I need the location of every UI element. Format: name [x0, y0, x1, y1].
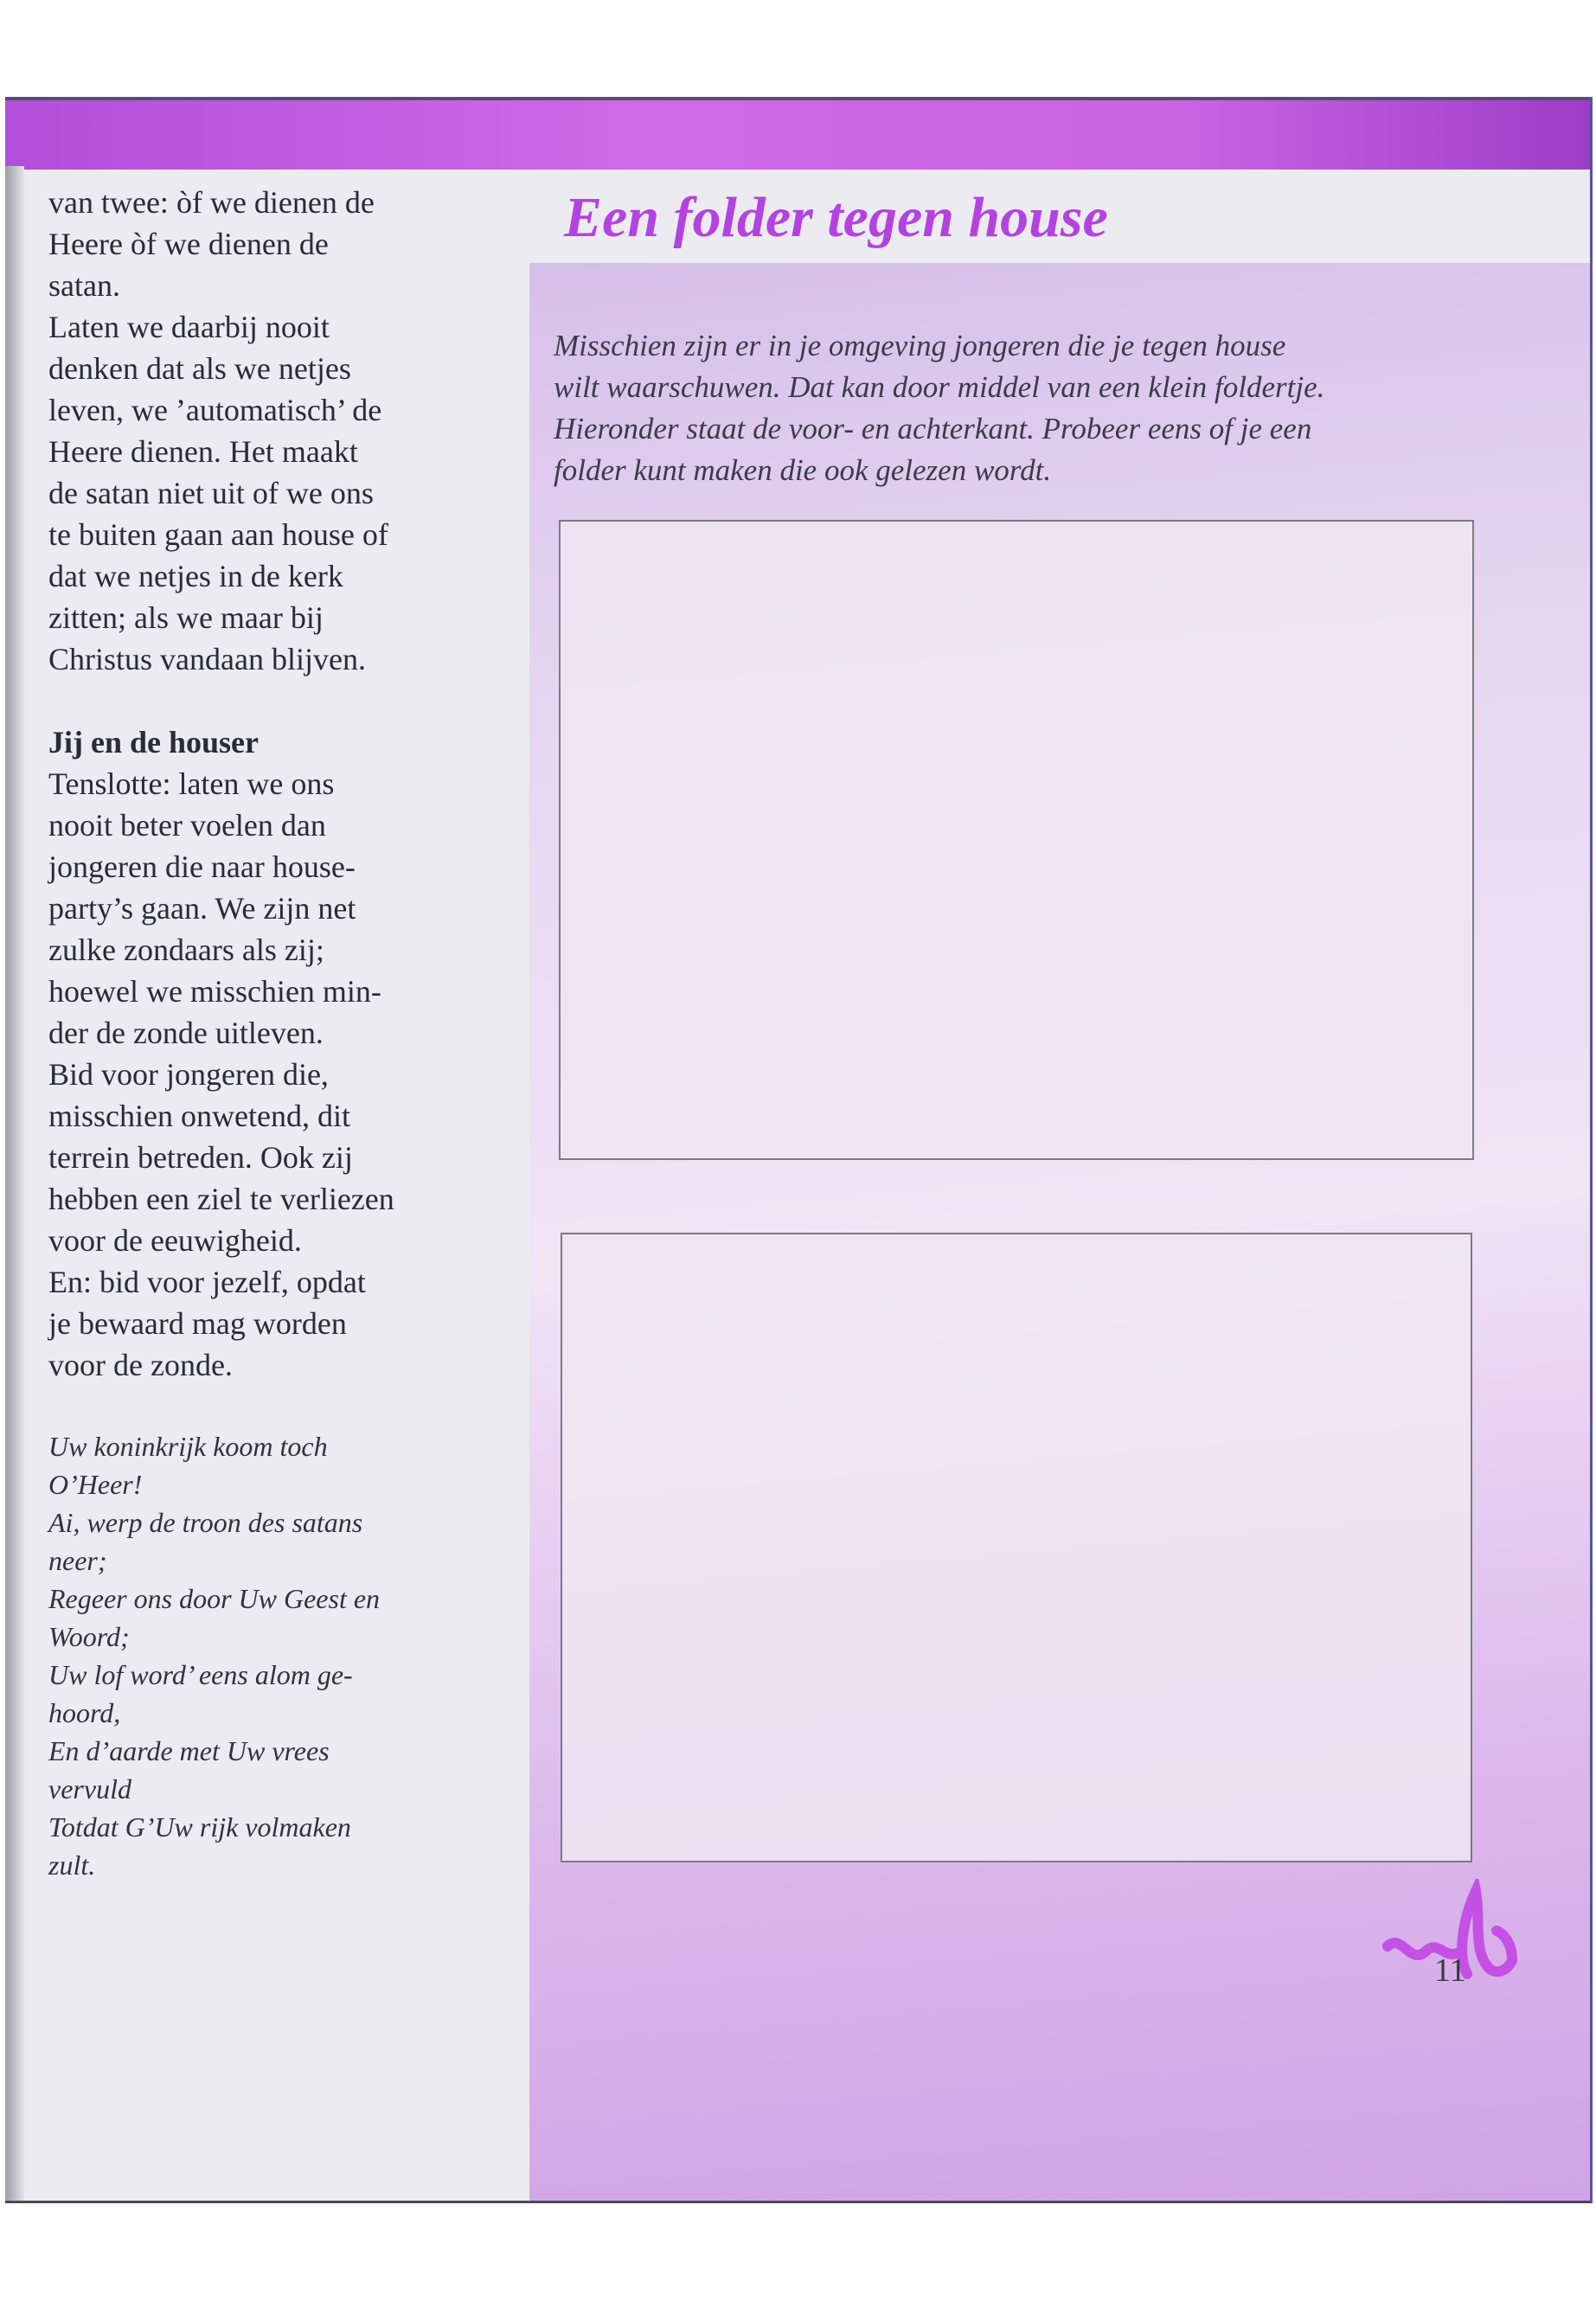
text-line: de satan niet uit of we ons — [48, 476, 374, 510]
text-line: voor de eeuwigheid. — [48, 1223, 302, 1258]
text-line: hoewel we misschien min- — [48, 974, 381, 1009]
text-line: Christus vandaan blijven. — [48, 642, 366, 676]
poem-line: O’Heer! — [48, 1469, 143, 1500]
left-column — [48, 182, 498, 1884]
paragraph-4 — [48, 1054, 498, 1261]
poem-line: Uw lof word’ eens alom ge- — [48, 1659, 353, 1690]
text-line: van twee: òf we dienen de — [48, 185, 375, 220]
spacer — [48, 1386, 498, 1427]
text-line: Tenslotte: laten we ons — [48, 766, 335, 801]
intro-line: Misschien zijn er in je omgeving jongeren die je tegen house — [554, 329, 1286, 362]
text-line: hebben een ziel te verliezen — [48, 1182, 394, 1216]
text-line: Bid voor jongeren die, — [48, 1057, 329, 1092]
poem-line: Ai, werp de troon des satans — [48, 1507, 363, 1538]
text-line: En: bid voor jezelf, opdat — [48, 1265, 366, 1299]
panel-intro — [554, 325, 1497, 491]
text-line: terrein betreden. Ook zij — [48, 1140, 353, 1175]
page-number: 11 — [1434, 1952, 1466, 1989]
text-line: jongeren die naar house- — [48, 849, 356, 884]
folder-back-box — [561, 1233, 1472, 1862]
folder-front-box — [559, 520, 1474, 1160]
binding-shadow — [5, 166, 24, 2201]
paragraph-3 — [48, 763, 498, 1054]
text-line: misschien onwetend, dit — [48, 1099, 350, 1133]
text-line: nooit beter voelen dan — [48, 808, 326, 843]
poem-line: zult. — [48, 1849, 96, 1881]
text-line: te buiten gaan aan house of — [48, 517, 388, 552]
poem — [48, 1427, 498, 1884]
text-line: zitten; als we maar bij — [48, 600, 324, 635]
poem-line: vervuld — [48, 1773, 131, 1804]
text-line: Heere dienen. Het maakt — [48, 434, 358, 469]
intro-line: Hieronder staat de voor- en achterkant. Probeer eens of je een — [554, 412, 1312, 445]
text-line: je bewaard mag worden — [48, 1306, 347, 1341]
text-line: dat we netjes in de kerk — [48, 559, 343, 593]
intro-line: folder kunt maken die ook gelezen wordt. — [554, 453, 1052, 487]
paragraph-2 — [48, 306, 498, 680]
poem-line: neer; — [48, 1545, 107, 1576]
poem-line: hoord, — [48, 1697, 121, 1728]
text-line: der de zonde uitleven. — [48, 1016, 324, 1050]
spacer — [48, 680, 498, 721]
text-line: Laten we daarbij nooit — [48, 310, 330, 344]
text-line: zulke zondaars als zij; — [48, 933, 324, 967]
text-line: party’s gaan. We zijn net — [48, 891, 356, 926]
poem-line: Totdat G’Uw rijk volmaken — [48, 1811, 351, 1843]
text-line: voor de zonde. — [48, 1348, 233, 1382]
paragraph-1 — [48, 182, 498, 306]
text-line: denken dat als we netjes — [48, 351, 351, 386]
text-line: satan. — [48, 268, 120, 303]
panel-title: Een folder tegen house — [564, 186, 1108, 249]
top-color-band — [5, 97, 1590, 170]
poem-line: Regeer ons door Uw Geest en — [48, 1583, 381, 1614]
paragraph-5 — [48, 1261, 498, 1386]
poem-line: Woord; — [48, 1621, 130, 1652]
intro-line: wilt waarschuwen. Dat kan door middel van een klein foldertje. — [554, 370, 1325, 404]
subheading: Jij en de houser — [48, 725, 259, 760]
poem-line: En d’aarde met Uw vrees — [48, 1735, 330, 1766]
poem-line: Uw koninkrijk koom toch — [48, 1431, 328, 1462]
text-line: leven, we ’automatisch’ de — [48, 393, 382, 427]
text-line: Heere òf we dienen de — [48, 227, 329, 261]
